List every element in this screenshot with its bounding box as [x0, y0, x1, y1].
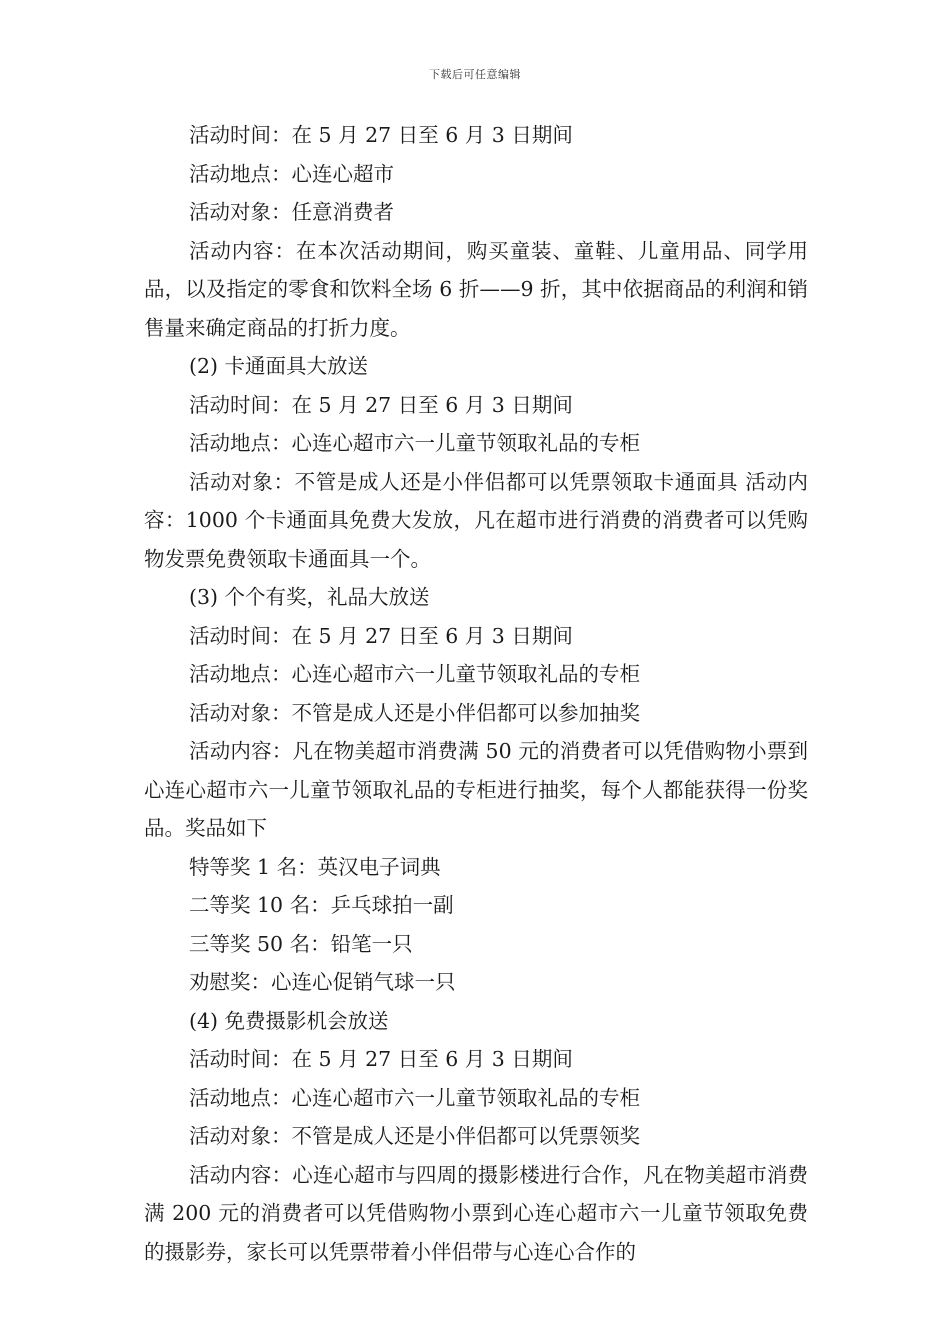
paragraph-time-4: 活动时间：在 5 月 27 日至 6 月 3 日期间 [189, 1047, 573, 1071]
prize-consolation: 劝慰奖：心连心促销气球一只 [189, 970, 456, 994]
prize-third: 三等奖 50 名：铅笔一只 [189, 931, 413, 956]
paragraph-content-1: 活动内容：在本次活动期间，购买童装、童鞋、儿童用品、同学用品，以及指定的零食和饮料全场 6 折——9 折，其中依据商品的利润和销售量来确定商品的打折力度。 [144, 238, 808, 340]
section-heading-3: (3) 个个有奖，礼品大放送 [189, 585, 430, 609]
document-body [144, 116, 808, 1271]
paragraph-content-4: 活动内容：心连心超市与四周的摄影楼进行合作，凡在物美超市消费满 200 元的消费者可以凭借购物小票到心连心超市六一儿童节领取免费的摄影券，家长可以凭票带着小伴侣带与心连心合作的 [144, 1162, 808, 1264]
section-heading-2: (2) 卡通面具大放送 [189, 354, 369, 378]
paragraph-audience-4: 活动对象：不管是成人还是小伴侣都可以凭票领奖 [189, 1124, 640, 1148]
paragraph-audience-1: 活动对象：任意消费者 [189, 200, 394, 224]
page-header-note: 下载后可任意编辑 [429, 68, 521, 81]
paragraph-audience-3: 活动对象：不管是成人还是小伴侣都可以参加抽奖 [189, 700, 640, 725]
paragraph-time-2: 活动时间：在 5 月 27 日至 6 月 3 日期间 [189, 392, 573, 417]
paragraph-location-4: 活动地点：心连心超市六一儿童节领取礼品的专柜 [189, 1085, 640, 1110]
paragraph-time-1: 活动时间：在 5 月 27 日至 6 月 3 日期间 [189, 123, 573, 147]
paragraph-location-1: 活动地点：心连心超市 [189, 161, 394, 186]
prize-second: 二等奖 10 名：乒乓球拍一副 [189, 893, 454, 917]
prize-grand: 特等奖 1 名：英汉电子词典 [189, 854, 441, 879]
paragraph-audience-content-2: 活动对象：不管是成人还是小伴侣都可以凭票领取卡通面具 活动内容：1000 个卡通面具免费大发放，凡在超市进行消费的消费者可以凭购物发票免费领取卡通面具一个。 [144, 469, 808, 571]
paragraph-location-2: 活动地点：心连心超市六一儿童节领取礼品的专柜 [189, 431, 640, 455]
paragraph-content-3: 活动内容：凡在物美超市消费满 50 元的消费者可以凭借购物小票到心连心超市六一儿童节领取礼品的专柜进行抽奖，每个人都能获得一份奖品。奖品如下 [144, 739, 808, 840]
section-heading-4: (4) 免费摄影机会放送 [189, 1008, 389, 1033]
paragraph-time-3: 活动时间：在 5 月 27 日至 6 月 3 日期间 [189, 623, 573, 648]
paragraph-location-3: 活动地点：心连心超市六一儿童节领取礼品的专柜 [189, 662, 640, 686]
